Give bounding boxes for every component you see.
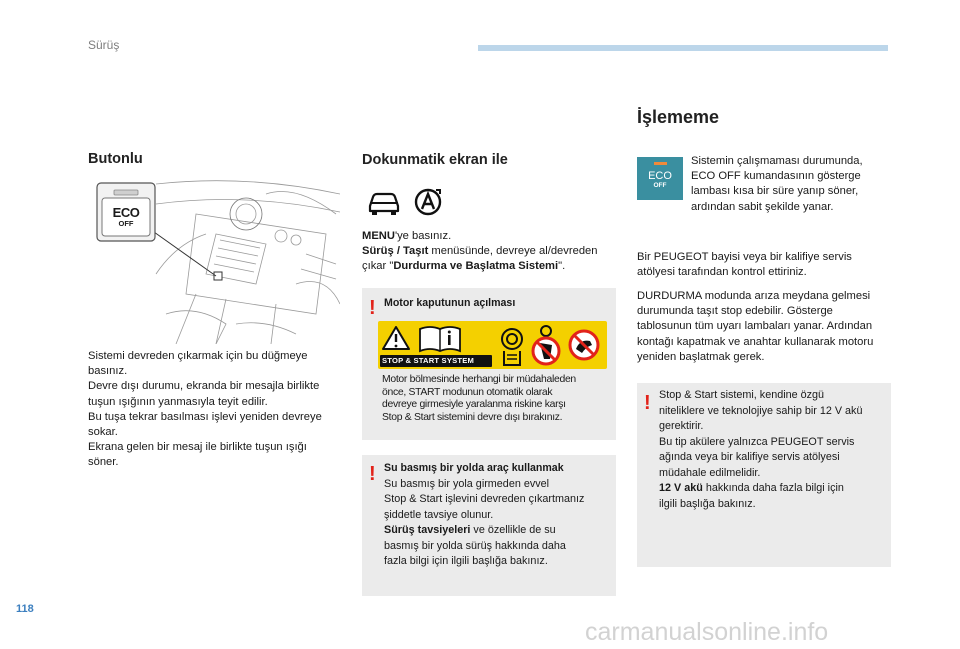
bold-ref: 12 V akü (659, 482, 703, 494)
car-icon (366, 188, 402, 221)
text-line: lambası kısa bir süre yanıp söner, (691, 185, 859, 198)
off-label: OFF (118, 219, 134, 228)
text-line: Sistemi devreden çıkarmak için bu düğmeye (88, 350, 308, 362)
text-line: Su basmış bir yola girmeden evvel (384, 477, 550, 490)
warning-exclamation-icon: ! (644, 392, 651, 414)
text-line: sokar. (88, 426, 118, 439)
stop-mode-text (637, 289, 899, 365)
text-fragment: menüsünde, devreye al/devreden (428, 245, 598, 258)
note-text (382, 374, 614, 424)
bold-ref: Sürüş tavsiyeleri (384, 524, 471, 536)
text-line: Stop & Start işlevini devreden çıkartmanız (384, 493, 585, 505)
note-title: Motor kaputunun açılması (384, 297, 516, 309)
header-bar (478, 45, 888, 51)
flooded-road-note (362, 455, 616, 596)
driving-assist-icon (412, 186, 444, 223)
text-line: Bir PEUGEOT bayisi veya bir kalifiye servis (637, 251, 852, 263)
text-line: atölyesi tarafından kontrol ettiriniz. (637, 266, 807, 279)
note-text (384, 461, 612, 570)
text-line: basmış bir yolda sürüş hakkında daha (384, 539, 566, 552)
text-line: gerektirir. (659, 420, 704, 432)
eco-off-indicator-icon (637, 157, 683, 200)
indicator-led (654, 162, 667, 165)
text-fragment: hakkında daha fazla bilgi için (702, 482, 844, 494)
touchscreen-title: Dokunmatik ekran ile (362, 152, 508, 168)
stop-start-label: STOP & START SYSTEM (382, 356, 474, 365)
text-line: Bu tuşa tekrar basılması işlevi yeniden devreye (88, 410, 322, 423)
menu-path: Sürüş / Taşıt (362, 245, 429, 258)
text-line: tablosunun tüm uyarı lambaları yanar. Ardından (637, 320, 873, 333)
text-line: Ekrana gelen bir mesaj ile birlikte tuşun ışığı (88, 441, 307, 454)
warning-exclamation-icon: ! (369, 463, 376, 485)
page-number: 118 (16, 603, 34, 615)
battery-note (637, 383, 891, 567)
text-line: şiddetle tavsiye olunur. (384, 508, 494, 521)
text-line: yeniden başlatmak gerek. (637, 350, 765, 363)
eco-label: ECO (112, 205, 140, 220)
hood-note (362, 288, 616, 440)
text-fragment: 'ye basınız. (394, 230, 452, 242)
text-line: müdahale edilmelidir. (659, 466, 761, 479)
butonlu-title: Butonlu (88, 151, 143, 167)
warning-exclamation-icon: ! (369, 297, 376, 319)
butonlu-text (88, 349, 348, 471)
text-line: fazla bilgi için ilgili başlığa bakınız. (384, 555, 548, 567)
text-line: Bu tip akülere yalnızca PEUGEOT servis (659, 435, 855, 448)
off-label: OFF (653, 182, 667, 189)
text-line: Devre dışı durumu, ekranda bir mesajla birlikte (88, 380, 320, 393)
text-line: ardından sabit şekilde yanar. (691, 200, 834, 213)
malfunction-title: İşlememe (637, 107, 720, 127)
text-fragment: ". (558, 260, 566, 273)
text-line: kontağı kapatmak ve anahtar kullanarak motoru (637, 335, 874, 348)
stop-start-warning-strip (378, 321, 607, 369)
text-line: ECO OFF kumandasının gösterge (691, 170, 861, 183)
text-line: söner. (88, 456, 119, 469)
setting-name: Durdurma ve Başlatma Sistemi (393, 260, 559, 273)
note-title: Su basmış bir yolda araç kullanmak (384, 462, 564, 474)
text-line: devreye girmesiyle yaralanma riskine karşı (382, 399, 566, 411)
text-line: basınız. (88, 365, 128, 378)
section-header: Sürüş (88, 38, 120, 52)
text-fragment: ve özellikle de su (470, 524, 556, 536)
text-line: Motor bölmesinde herhangi bir müdahaleden (382, 374, 576, 385)
text-line: niteliklere ve teknolojiye sahip bir 12 V akü (659, 404, 863, 417)
text-line: önce, START modunun otomatik olarak (382, 386, 553, 398)
text-line: Sistemin çalışmaması durumunda, (691, 155, 863, 167)
touchscreen-text (362, 229, 624, 275)
text-line: ilgili başlığa bakınız. (659, 497, 756, 510)
menu-label: MENU (362, 230, 395, 242)
text-fragment: çıkar " (362, 260, 394, 273)
service-text (637, 250, 899, 280)
eco-off-button[interactable] (96, 182, 160, 250)
text-line: durumunda taşıt stop edebilir. Gösterge (637, 305, 833, 318)
eco-label: ECO (648, 170, 672, 182)
text-line: ağında veya bir kalifiye servis atölyesi (659, 451, 840, 463)
note-text (659, 388, 887, 512)
text-line: Stop & Start sistemini devre dışı bırakınız. (382, 411, 563, 423)
indicator-text (691, 154, 891, 215)
watermark: carmanualsonline.info (585, 618, 829, 646)
text-line: Stop & Start sistemi, kendine özgü (659, 389, 825, 401)
text-line: tuşun ışığının yanmasıyla teyit edilir. (88, 395, 268, 408)
text-line: DURDURMA modunda arıza meydana gelmesi (637, 290, 871, 302)
